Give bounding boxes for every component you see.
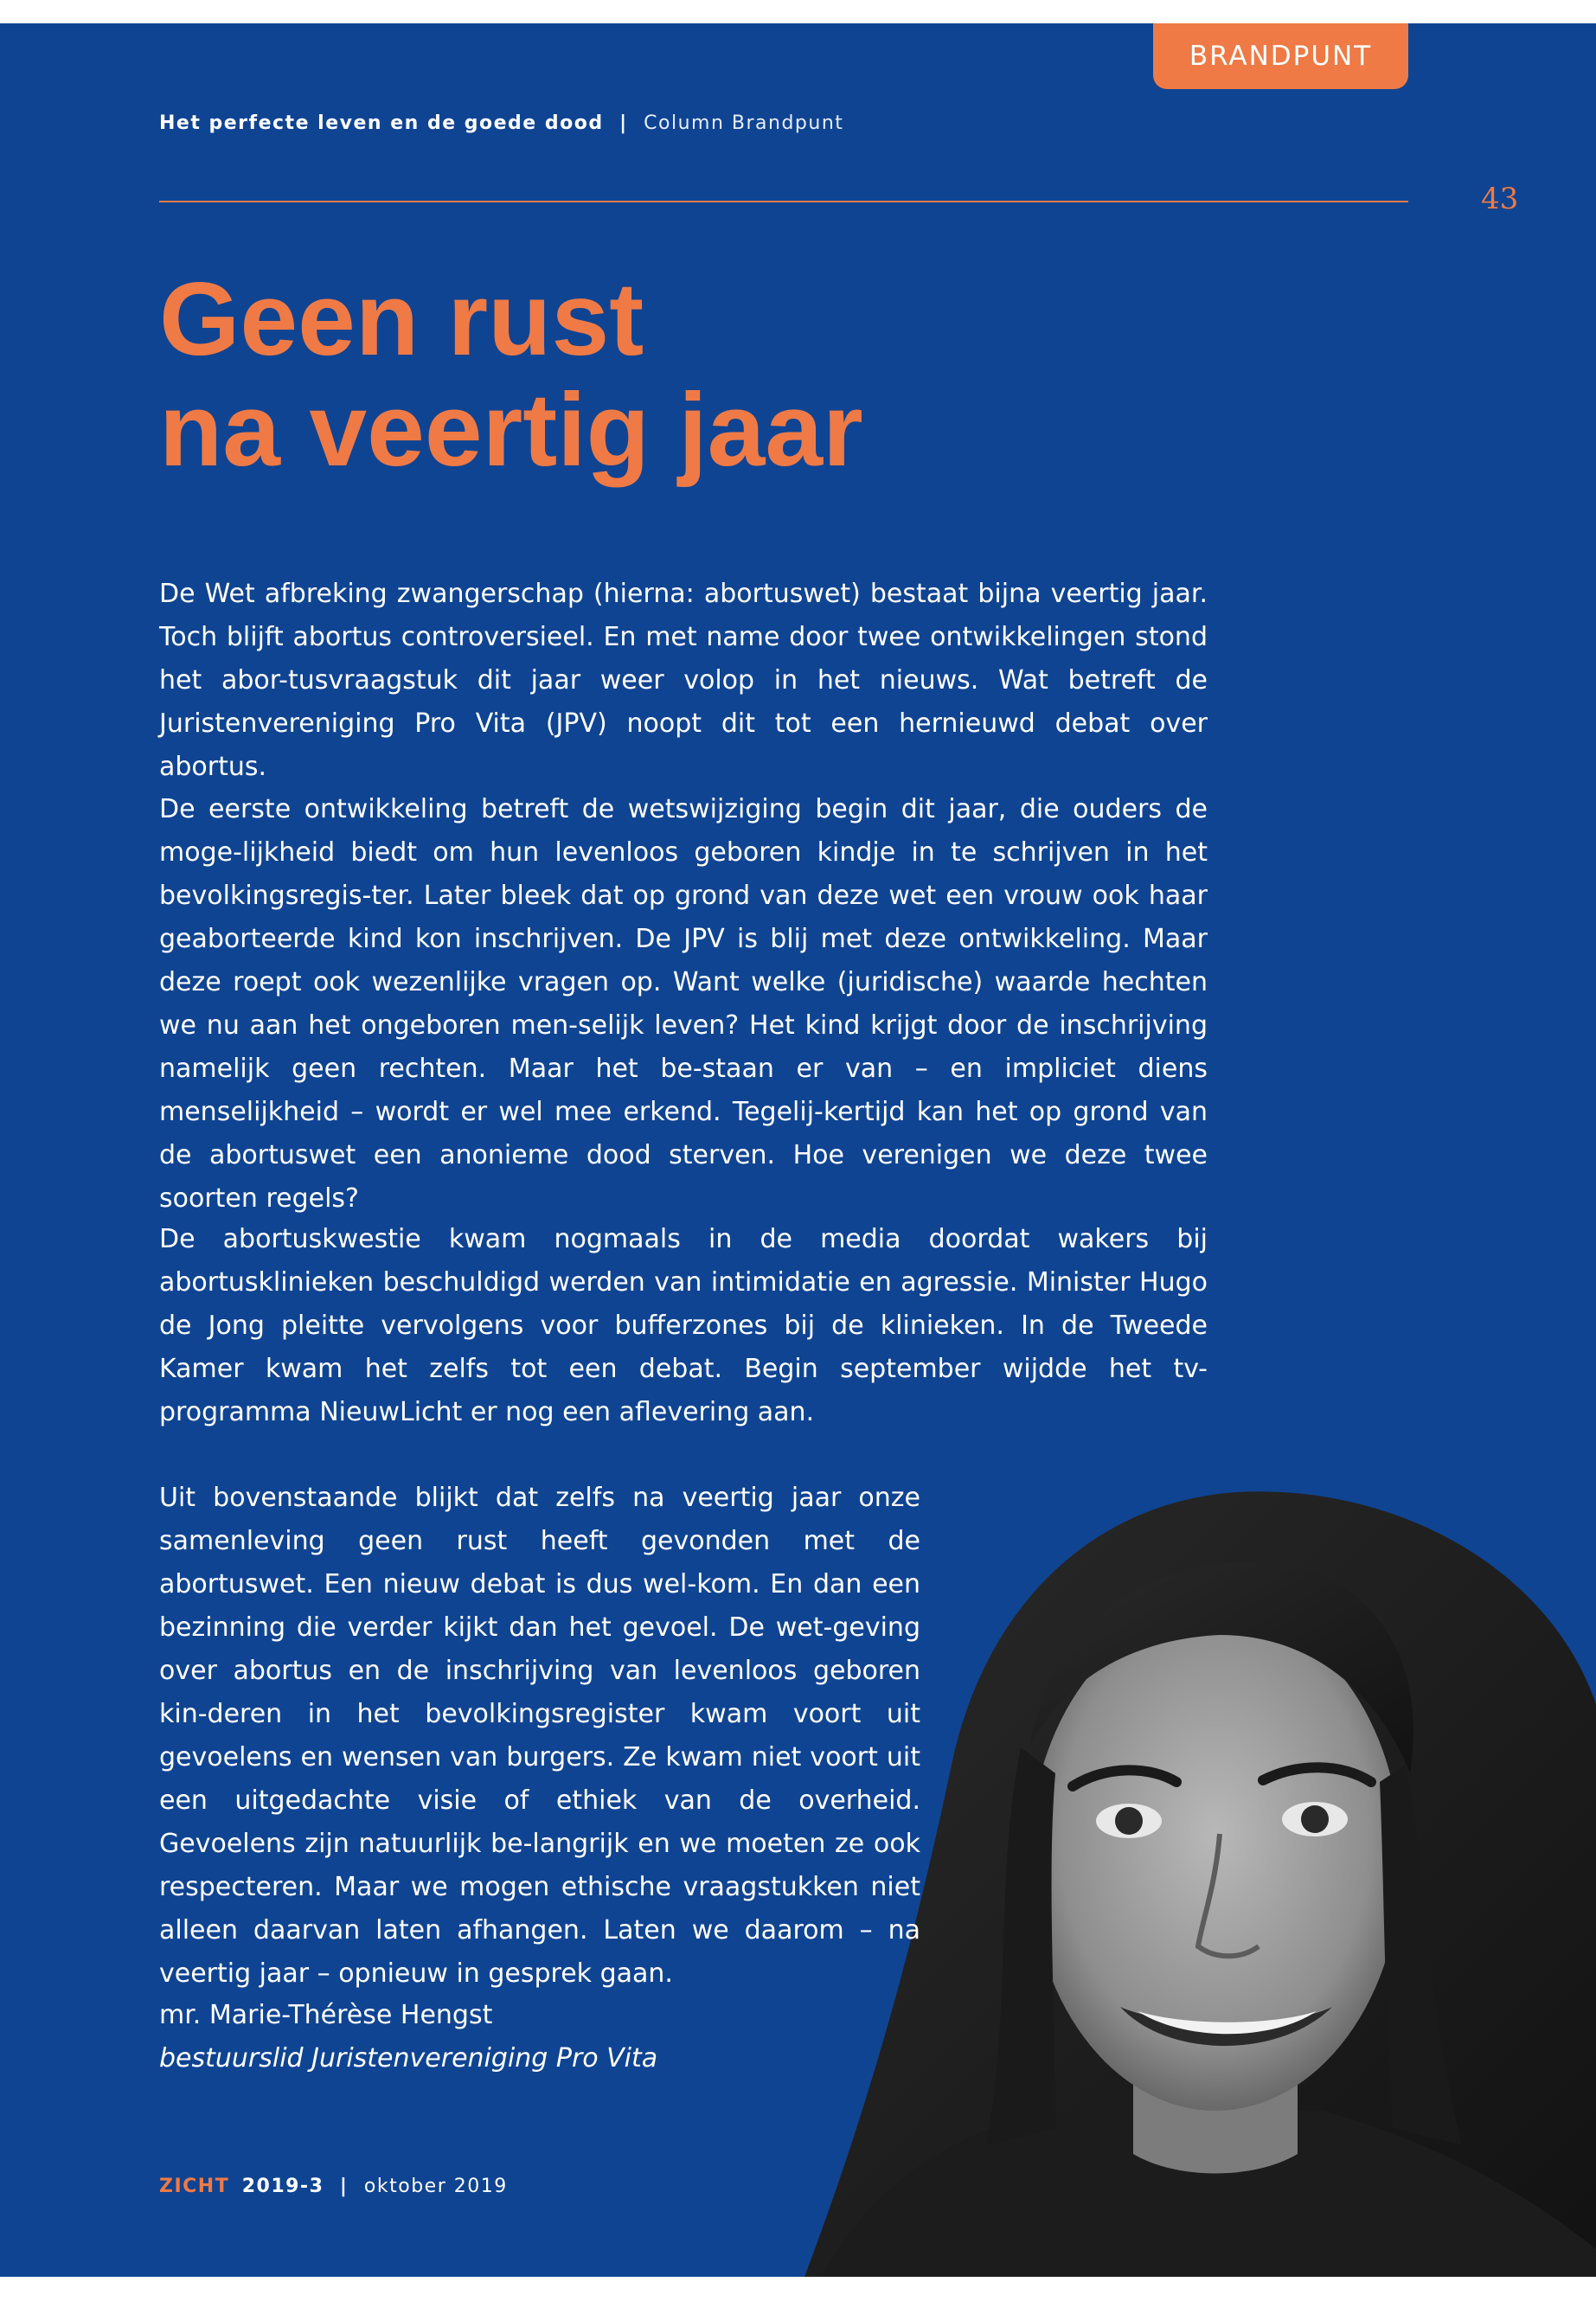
running-head-subtitle: Column Brandpunt — [644, 112, 844, 134]
author-name: mr. Marie-Thérèse Hengst — [159, 2000, 493, 2030]
running-head — [159, 112, 843, 134]
footer-brand: ZICHT — [159, 2176, 230, 2197]
author-signature — [159, 1994, 657, 2080]
section-tab: BRANDPUNT — [1153, 23, 1408, 89]
title-line-2: na veertig jaar — [159, 372, 863, 488]
running-head-title: Het perfecte leven en de goede dood — [159, 112, 604, 134]
page-number: 43 — [1481, 182, 1519, 216]
paragraph-3: De abortuskwestie kwam nogmaals in de media doordat wakers bij abortusklinieken beschuldigd werden van intimidatie en agressie. Minister Hugo de Jong pleitte vervolgens voor bufferzones bij de klinieken. In de Tweede Kamer kwam het zelfs tot een debat. Begin september wijdde het tv-programma NieuwLicht er nog een aflevering aan. — [159, 1224, 1208, 1427]
title-line-1: Geen rust — [159, 261, 644, 377]
page-title — [159, 261, 863, 488]
footer-separator: | — [339, 2176, 349, 2197]
paragraph-1: De Wet afbreking zwangerschap (hierna: abortuswet) bestaat bijna veertig jaar. Toch blijft abortus controversieel. En met name door twee ontwikkelingen stond het abor-tusvraagstuk dit jaar weer volop in het nieuws. Wat betreft de Juristenvereniging Pro Vita (JPV) noopt dit tot een hernieuwd debat over abortus. — [159, 579, 1208, 782]
header-rule — [159, 201, 1408, 202]
page-footer — [159, 2176, 508, 2197]
footer-issue: 2019-3 — [241, 2176, 324, 2197]
paragraph-2: De eerste ontwikkeling betreft de wetswijziging begin dit jaar, die ouders de moge-lijkheid biedt om hun levenloos geboren kindje in te schrijven in het bevolkingsregis-ter. Later bleek dat op grond van deze wet een vrouw ook haar geaborteerde kind kon inschrijven. De JPV is blij met deze ontwikkeling. Maar deze roept ook wezenlijke vragen op. Want welke (juridische) waarde hechten we nu aan het ongeboren men-selijk leven? Het kind krijgt door de inschrijving namelijk geen rechten. Maar het be-staan er van – en impliciet diens menselijkheid – wordt er wel mee erkend. Tegelij-kertijd kan het op grond van de abortuswet een anonieme dood sterven. Hoe verenigen we deze twee soorten regels? — [159, 794, 1208, 1214]
running-head-separator: | — [619, 112, 628, 134]
author-role: bestuurslid Juristenvereniging Pro Vita — [159, 2043, 658, 2073]
paragraph-4: Uit bovenstaande blijkt dat zelfs na veertig jaar onze samenleving geen rust heeft gevonden met de abortuswet. Een nieuw debat is dus wel-kom. En dan een bezinning die verder kijkt dan het gevoel. De wet-geving over abortus en de inschrijving van levenloos geboren kin-deren in het bevolkingsregister kwam voort uit gevoelens en wensen van burgers. Ze kwam niet voort uit een uitgedachte visie of ethiek van de overheid. Gevoelens zijn natuurlijk be-langrijk en we moeten ze ook respecteren. Maar we mogen ethische vraagstukken niet alleen daarvan laten afhangen. Laten we daarom – na veertig jaar – opnieuw in gesprek gaan. — [159, 1483, 920, 1989]
footer-date: oktober 2019 — [363, 2176, 508, 2197]
